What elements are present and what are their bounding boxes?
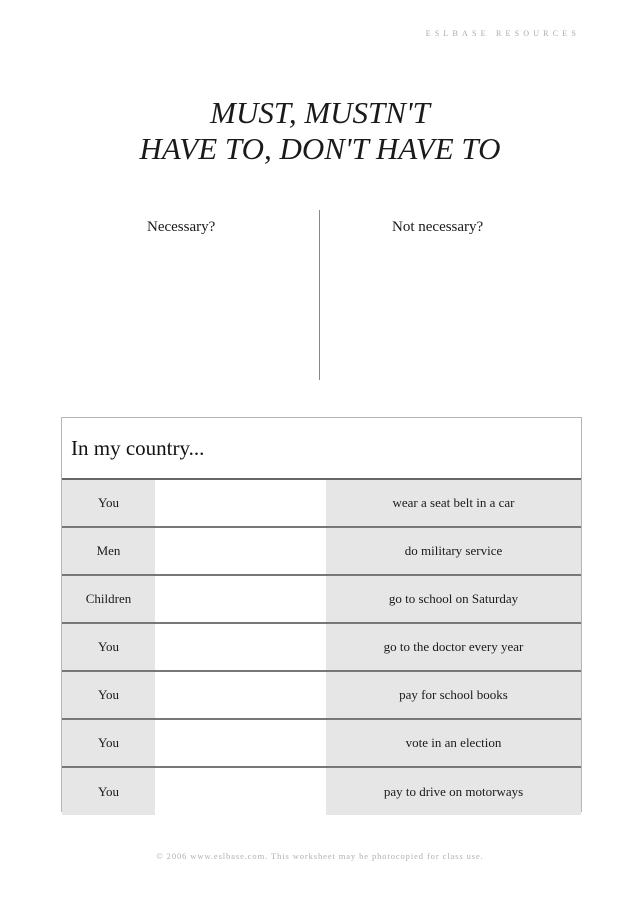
table-row (62, 576, 581, 624)
phrase-cell: pay for school books (326, 672, 581, 718)
title-line-2: HAVE TO, DON'T HAVE TO (139, 131, 501, 166)
brand-header: ESLBASE RESOURCES (425, 29, 580, 38)
table-row (62, 768, 581, 815)
answer-blank[interactable] (155, 720, 326, 766)
subject-cell: You (62, 672, 155, 718)
answer-blank[interactable] (155, 768, 326, 815)
phrase-cell: go to school on Saturday (326, 576, 581, 622)
subject-cell: You (62, 768, 155, 815)
phrase-cell: pay to drive on motorways (326, 768, 581, 815)
phrase-cell: wear a seat belt in a car (326, 480, 581, 526)
subject-cell: Children (62, 576, 155, 622)
page-title (0, 95, 640, 167)
answer-blank[interactable] (155, 528, 326, 574)
phrase-cell: do military service (326, 528, 581, 574)
copyright-footer: © 2006 www.eslbase.com. This worksheet may be photocopied for class use. (156, 851, 484, 861)
subject-cell: You (62, 624, 155, 670)
answer-blank[interactable] (155, 576, 326, 622)
necessary-heading: Necessary? (147, 219, 216, 235)
table-row (62, 672, 581, 720)
phrase-cell: vote in an election (326, 720, 581, 766)
title-line-1: MUST, MUSTN'T (210, 95, 430, 130)
country-table (61, 417, 582, 812)
table-row (62, 624, 581, 672)
table-heading-text: In my country... (71, 435, 205, 460)
table-row (62, 480, 581, 528)
answer-blank[interactable] (155, 672, 326, 718)
table-row (62, 720, 581, 768)
subject-cell: Men (62, 528, 155, 574)
subject-cell: You (62, 480, 155, 526)
phrase-cell: go to the doctor every year (326, 624, 581, 670)
table-heading (62, 418, 581, 480)
answer-blank[interactable] (155, 480, 326, 526)
answer-blank[interactable] (155, 624, 326, 670)
table-row (62, 528, 581, 576)
not-necessary-heading: Not necessary? (392, 219, 484, 235)
column-divider (319, 210, 320, 380)
subject-cell: You (62, 720, 155, 766)
